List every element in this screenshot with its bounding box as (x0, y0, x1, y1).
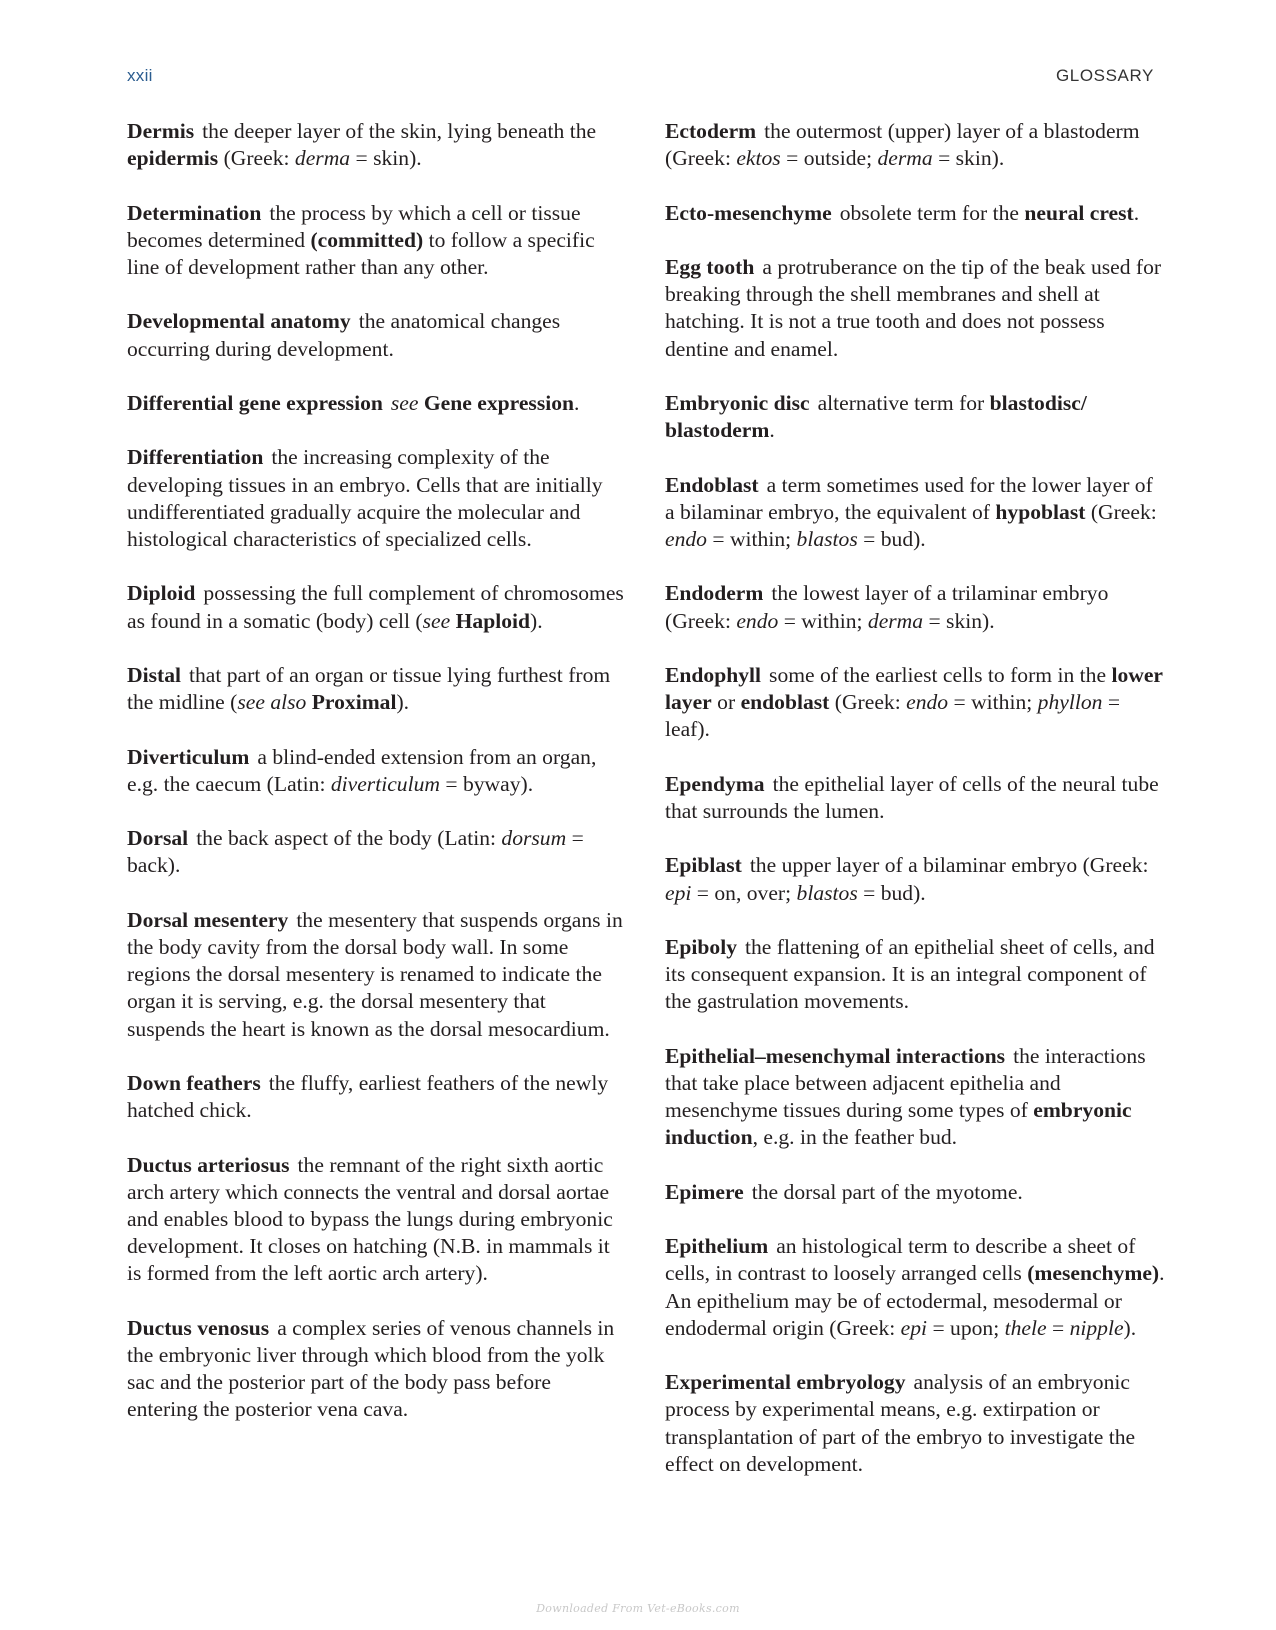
glossary-term: Ependyma (665, 771, 765, 796)
etymology-text: dorsum (501, 826, 567, 851)
glossary-entry-differential-gene-expression (127, 390, 627, 417)
cross-reference-term: Haploid (455, 608, 531, 633)
glossary-definition (127, 581, 624, 632)
watermark: Downloaded From Vet-eBooks.com (536, 1602, 740, 1615)
glossary-term: Egg tooth (665, 254, 755, 279)
glossary-entry-endoblast (665, 472, 1165, 554)
definition-text: the anatomical changes occurring during development. (127, 309, 561, 361)
definition-text: the upper layer of a bilaminar embryo (Greek: (749, 853, 1149, 878)
definition-text: (Greek: (218, 146, 295, 171)
etymology-text: ektos (736, 146, 781, 171)
definition-text: . An epithelium may be of ectodermal, mesodermal or endodermal origin (Greek: (665, 1261, 1165, 1340)
glossary-term: Dorsal mesentery (127, 907, 289, 932)
glossary-entry-epithelium (665, 1233, 1165, 1342)
etymology-text: endo (665, 526, 707, 551)
etymology-text: nipple (1069, 1315, 1124, 1340)
glossary-term: Epiboly (665, 934, 738, 959)
glossary-entry-diverticulum (127, 744, 627, 798)
cross-reference-term: lower layer (665, 662, 1163, 715)
glossary-definition (840, 201, 1139, 225)
cross-reference-term: hypoblast (995, 499, 1086, 524)
glossary-entry-ectoderm (665, 118, 1165, 172)
glossary-term: Dermis (127, 119, 195, 143)
glossary-entry-epiboly (665, 934, 1165, 1016)
definition-text: obsolete term for the (839, 200, 1025, 225)
glossary-term: Epithelium (665, 1234, 769, 1259)
definition-text: possessing the full complement of chromosomes as found in a somatic (body) cell ( (127, 581, 624, 633)
glossary-term: Embryonic disc (665, 390, 810, 415)
glossary-entry-epimere (665, 1179, 1165, 1206)
glossary-entry-egg-tooth (665, 254, 1165, 363)
glossary-entry-ductus-venosus (127, 1315, 627, 1424)
glossary-entry-ductus-arteriosus (127, 1152, 627, 1288)
definition-text: = byway). (439, 771, 534, 796)
glossary-term: Endoblast (665, 472, 759, 497)
definition-text: the dorsal part of the myotome. (751, 1179, 1023, 1204)
cross-reference-term: Proximal (311, 690, 397, 715)
glossary-entry-embryonic-disc (665, 390, 1165, 444)
glossary-term: Differentiation (127, 445, 264, 470)
glossary-definition (127, 826, 584, 877)
definition-text: the remnant of the right sixth aortic arch artery which connects the ventral and dorsal aortae and enables blood to bypass the lungs during embryonic development. It closes on hatching (N.B. in mammals it is formed from the left aortic arch artery). (127, 1152, 613, 1286)
definition-text: the flattening of an epithelial sheet of cells, and its consequent expansion. It is an integral component of the gastrulation movements. (665, 934, 1155, 1014)
etymology-text: derma (877, 146, 933, 171)
definition-text: = within; (778, 608, 868, 633)
definition-text: = within; (948, 690, 1038, 715)
cross-reference-term: (committed) (310, 227, 424, 252)
definition-text: = skin). (932, 146, 1005, 171)
glossary-entry-endoderm (665, 580, 1165, 634)
glossary-term: Ductus venosus (127, 1315, 270, 1340)
definition-text: ). (530, 608, 543, 633)
etymology-text: epi (665, 880, 692, 905)
definition-text: the deeper layer of the skin, lying beneath the (202, 119, 597, 143)
glossary-entry-experimental-embryology (665, 1369, 1165, 1478)
glossary-term: Endophyll (665, 662, 762, 687)
definition-text: the increasing complexity of the developing tissues in an embryo. Cells that are initially undifferentiated gradually acquire the molecular and histological characteristics of specialized cells. (127, 445, 603, 551)
glossary-entry-dorsal (127, 825, 627, 879)
definition-text: = leaf). (665, 690, 1121, 742)
definition-text: = (1046, 1315, 1070, 1340)
etymology-text: blastos (796, 526, 858, 551)
definition-text: the mesentery that suspends organs in the body cavity from the dorsal body wall. In some regions the dorsal mesentery is renamed to indicate the organ it is serving, e.g. the dorsal mesentery that suspends the heart is known as the dorsal mesocardium. (127, 907, 623, 1041)
glossary-term: Down feathers (127, 1070, 261, 1095)
definition-text: = outside; (780, 146, 878, 171)
definition-text: analysis of an embryonic process by experimental means, e.g. extirpation or transplantation of part of the embryo to investigate the effect on development. (665, 1370, 1136, 1476)
glossary-term: Differential gene expression (127, 390, 383, 415)
etymology-text: see also (237, 690, 307, 715)
cross-reference-term: endoblast (740, 690, 830, 715)
page-number: xxii (127, 66, 153, 85)
glossary-term: Diverticulum (127, 744, 250, 769)
definition-text: the epithelial layer of cells of the neural tube that surrounds the lumen. (665, 771, 1159, 823)
definition-text: a blind-ended extension from an organ, e.g. the caecum (Latin: (127, 744, 597, 796)
definition-text: = back). (127, 826, 584, 878)
definition-text: = bud). (857, 880, 926, 905)
glossary-term: Ecto-mesenchyme (665, 200, 832, 225)
glossary-term: Endoderm (665, 581, 764, 606)
glossary-definition (391, 391, 580, 415)
definition-text: , e.g. in the feather bud. (752, 1125, 958, 1150)
glossary-term: Epithelial–mesenchymal interactions (665, 1043, 1006, 1068)
glossary-entry-endophyll (665, 662, 1165, 744)
glossary-entry-differentiation (127, 444, 627, 553)
glossary-term: Diploid (127, 581, 196, 606)
definition-text: or (711, 690, 741, 715)
definition-text: . (1133, 200, 1140, 225)
etymology-text: diverticulum (330, 771, 440, 796)
etymology-text: derma (294, 146, 351, 171)
definition-text: ). (396, 690, 410, 715)
cross-reference-term: epidermis (127, 146, 219, 171)
glossary-definition (127, 119, 596, 170)
definition-text: = skin). (350, 146, 422, 171)
glossary-entry-ependyma (665, 771, 1165, 825)
definition-text: that part of an organ or tissue lying furthest from the midline ( (127, 662, 611, 715)
glossary-term: Ductus arteriosus (127, 1152, 290, 1177)
running-head: GLOSSARY (1055, 66, 1154, 85)
cross-reference-term: Gene expression (423, 390, 575, 415)
definition-text: = within; (706, 526, 797, 551)
definition-text: the fluffy, earliest feathers of the newly hatched chick. (127, 1070, 609, 1123)
cross-reference-term: embryonic induction (665, 1098, 1132, 1150)
cross-reference-term: (mesenchyme) (1027, 1261, 1160, 1286)
glossary-term: Epimere (665, 1179, 744, 1204)
glossary-entry-dorsal-mesentery (127, 907, 627, 1043)
etymology-text: derma (867, 608, 924, 633)
definition-text: (Greek: (829, 690, 907, 715)
etymology-text: endo (736, 608, 779, 633)
etymology-text: phyllon (1037, 690, 1103, 715)
glossary-entry-developmental-anatomy (127, 308, 627, 362)
glossary-term: Distal (127, 662, 181, 687)
glossary-term: Ectoderm (665, 119, 757, 143)
etymology-text: thele (1004, 1315, 1047, 1340)
glossary-definition (665, 935, 1155, 1013)
glossary-entry-dermis (127, 118, 627, 172)
definition-text: alternative term for (817, 390, 990, 415)
glossary-term: Dorsal (127, 826, 189, 851)
glossary-term: Determination (127, 200, 262, 225)
glossary-entry-distal (127, 662, 627, 716)
definition-text: = bud). (857, 526, 926, 551)
definition-text: a protruberance on the tip of the beak used for breaking through the shell membranes and shell at hatching. It is not a true tooth and does not possess dentine and enamel. (665, 254, 1162, 361)
definition-text: a complex series of venous channels in the embryonic liver through which blood from the yolk sac and the posterior part of the body pass before entering the posterior vena cava. (127, 1315, 615, 1422)
glossary-term: Experimental embryology (665, 1370, 906, 1395)
etymology-text: endo (906, 690, 949, 715)
definition-text: (Greek: (1085, 499, 1157, 524)
definition-text: the outermost (upper) layer of a blastoderm (Greek: (665, 119, 1140, 171)
etymology-text: see (422, 608, 451, 633)
definition-text: ). (1123, 1315, 1137, 1340)
definition-text: the back aspect of the body (Latin: (196, 826, 502, 851)
glossary-entry-epiblast (665, 852, 1165, 906)
glossary-entry-diploid (127, 580, 627, 634)
glossary-entry-down-feathers (127, 1070, 627, 1124)
etymology-text: blastos (796, 880, 858, 905)
glossary-term: Epiblast (665, 853, 742, 878)
definition-text: the lowest layer of a trilaminar embryo (Greek: (665, 581, 1109, 633)
definition-text: = on, over; (691, 880, 797, 905)
glossary-entry-epithelial-mesenchymal-interactions (665, 1043, 1165, 1152)
glossary-entry-determination (127, 200, 627, 282)
glossary-entry-ecto-mesenchyme (665, 200, 1165, 227)
definition-text: . (574, 390, 580, 415)
etymology-text: see (390, 390, 419, 415)
definition-text: = skin). (923, 608, 995, 633)
definition-text: some of the earliest cells to form in the (769, 662, 1112, 687)
cross-reference-term: neural crest (1024, 200, 1134, 225)
glossary-definition (127, 663, 610, 714)
definition-text: . (769, 418, 775, 443)
glossary-term: Developmental anatomy (127, 309, 351, 334)
glossary-definition (752, 1180, 1023, 1204)
cross-reference-term: blastodisc/ blastoderm (665, 390, 1087, 443)
etymology-text: epi (900, 1315, 928, 1340)
definition-text: the interactions that take place between adjacent epithelia and mesenchyme tissues during some types of (665, 1043, 1146, 1123)
glossary-column-right (665, 118, 1165, 1505)
definition-text: a term sometimes used for the lower layer of a bilaminar embryo, the equivalent of (665, 472, 1153, 524)
definition-text: = upon; (927, 1315, 1005, 1340)
definition-text: the process by which a cell or tissue becomes determined (127, 200, 581, 252)
definition-text: an histological term to describe a sheet of cells, in contrast to loosely arranged cells (665, 1234, 1136, 1286)
glossary-column-left (127, 118, 627, 1451)
definition-text: to follow a specific line of development rather than any other. (127, 227, 595, 279)
